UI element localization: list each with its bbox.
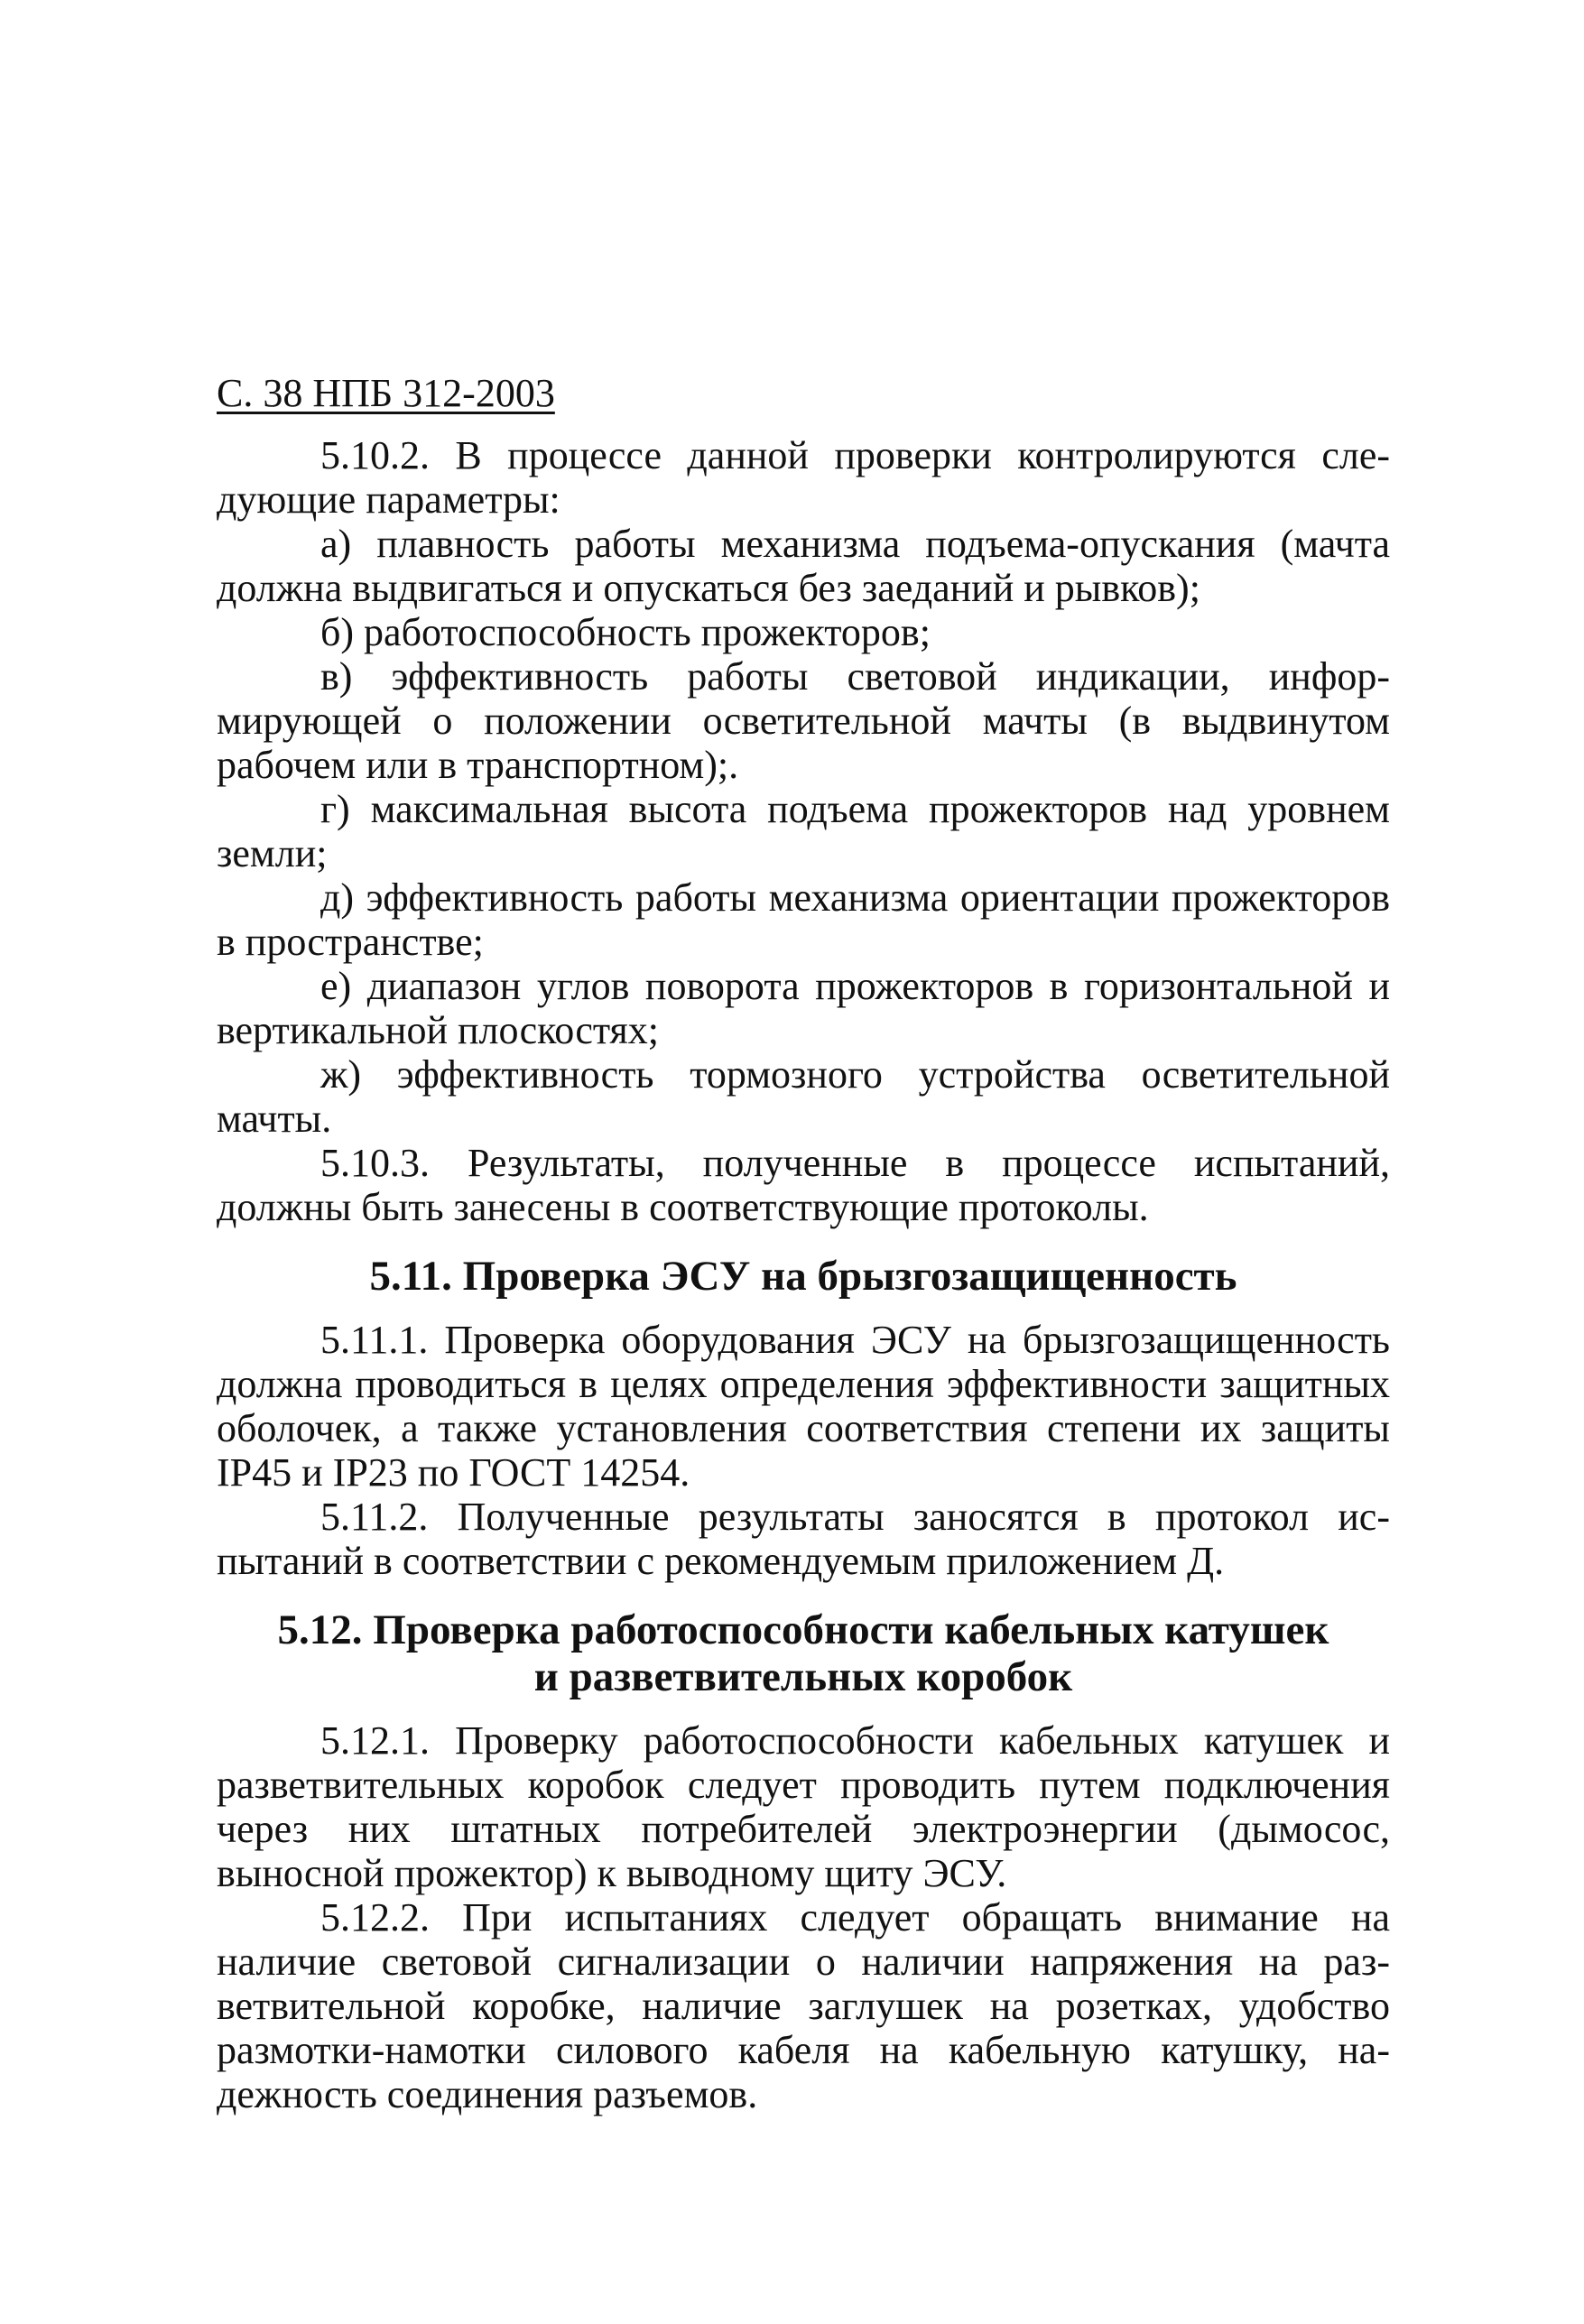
section-5-10-body	[217, 433, 1390, 1229]
list-item-a: а) плавность работы механизма подъема-опускания (мачта должна выдвигаться и опускаться без заеданий и рывков);	[217, 522, 1390, 610]
paragraph-5-11-2: 5.11.2. Полученные результаты заносятся в протокол испытаний в соответствии с рекомендуемым приложением Д.	[217, 1495, 1390, 1583]
list-item-v: в) эффективность работы световой индикации, информирующей о положении осветительной мачты (в выдвинутом рабочем или в транспортном);.	[217, 654, 1390, 787]
paragraph-5-12-1: 5.12.1. Проверку работоспособности кабельных катушек и разветвительных коробок следует проводить путем подключения через них штатных потребителей электроэнергии (дымосос, выносной прожектор) к выводному щиту ЭСУ.	[217, 1718, 1390, 1895]
list-item-e: е) диапазон углов поворота прожекторов в горизонтальной и вертикальной плоскостях;	[217, 964, 1390, 1052]
list-item-d: д) эффективность работы механизма ориентации прожекторов в пространстве;	[217, 875, 1390, 964]
section-heading-5-12-line-2: и разветвительных коробок	[533, 1653, 1073, 1700]
section-5-11-body	[217, 1318, 1390, 1583]
list-item-zh: ж) эффективность тормозного устройства осветительной мачты.	[217, 1052, 1390, 1141]
paragraph-5-12-2: 5.12.2. При испытаниях следует обращать внимание на наличие световой сигнализации о наличии напряжения на разветвительной коробке, наличие заглушек на розетках, удобство размотки-намотки силового кабеля на кабельную катушку, надежность соединения разъемов.	[217, 1895, 1390, 2116]
section-heading-5-11: 5.11. Проверка ЭСУ на брызгозащищенность	[369, 1253, 1237, 1300]
list-item-b: б) работоспособность прожекторов;	[320, 610, 931, 654]
list-item-g: г) максимальная высота подъема прожекторов над уровнем земли;	[217, 787, 1390, 875]
section-5-12-body	[217, 1718, 1390, 2116]
document-page	[217, 370, 1390, 2116]
section-heading-5-12	[217, 1606, 1390, 1700]
section-heading-5-12-line-1: 5.12. Проверка работоспособности кабельных катушек	[277, 1606, 1329, 1653]
paragraph-5-11-1: 5.11.1. Проверка оборудования ЭСУ на брызгозащищенность должна проводиться в целях определения эффективности защитных оболочек, а также установления соответствия степени их защиты IP45 и IP23 по ГОСТ 14254.	[217, 1318, 1390, 1495]
paragraph-5-10-3: 5.10.3. Результаты, полученные в процессе испытаний, должны быть занесены в соответствующие протоколы.	[217, 1141, 1390, 1229]
paragraph-5-10-2: 5.10.2. В процессе данной проверки контролируются следующие параметры:	[217, 433, 1390, 522]
running-header: С. 38 НПБ 312-2003	[217, 371, 555, 415]
